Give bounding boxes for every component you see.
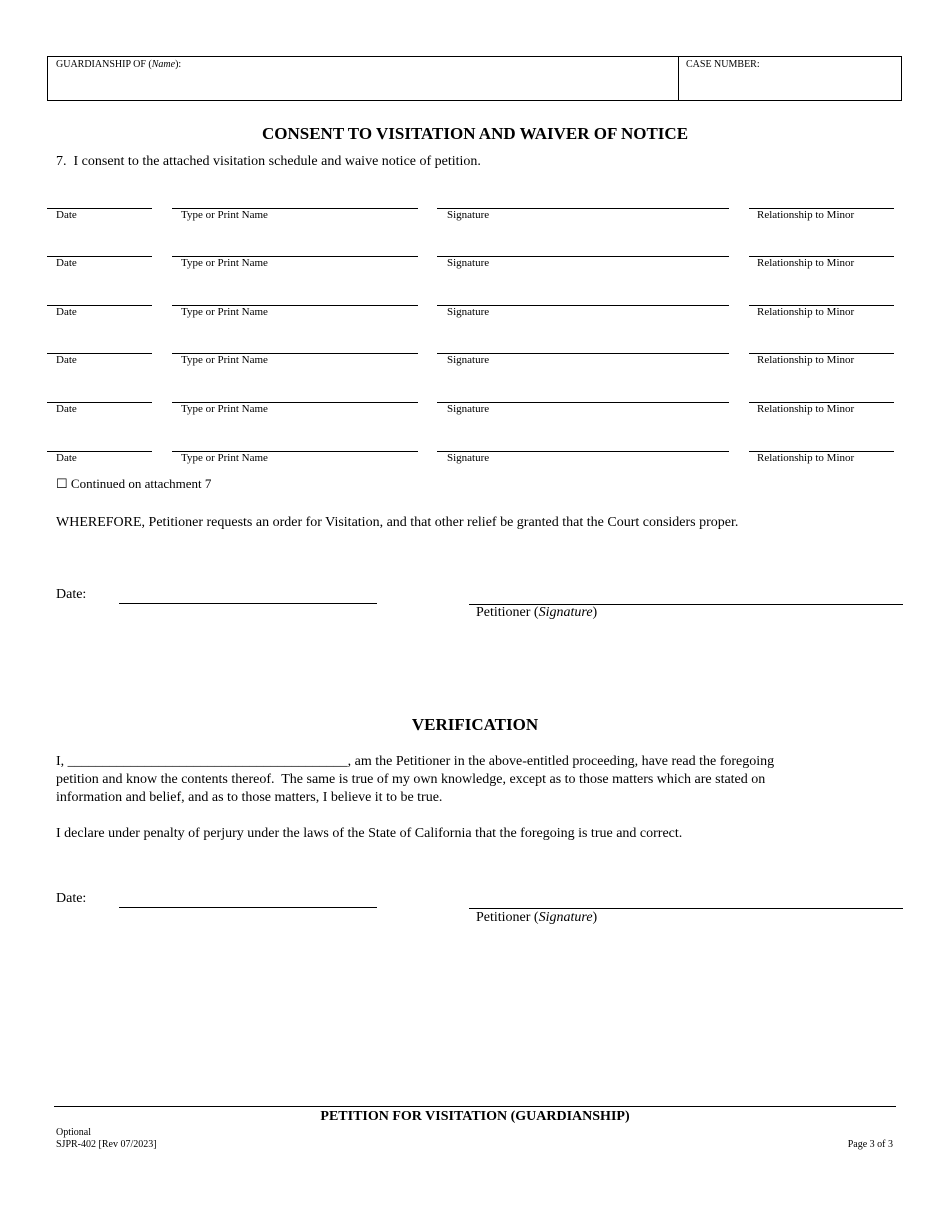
consent-row-3-date-label: Date — [56, 306, 77, 318]
consent-row-1-signature-field[interactable] — [439, 188, 727, 207]
consent-row-6-signature-label: Signature — [447, 452, 490, 464]
consent-row-2-date-field[interactable] — [49, 236, 150, 255]
verification-petitioner-signature-field[interactable] — [470, 888, 900, 908]
verification-date-line — [119, 907, 377, 908]
consent-row-5-relationship-field[interactable] — [751, 382, 892, 401]
consent-item-7: 7. I consent to the attached visitation schedule and waive notice of petition. — [56, 154, 481, 169]
guardianship-label: GUARDIANSHIP OF (Name): — [56, 59, 182, 70]
consent-row-3-print-name-field[interactable] — [174, 285, 416, 304]
verification-petitioner-label: Petitioner (Signature) — [476, 910, 598, 925]
consent-row-4-date-label: Date — [56, 354, 77, 366]
footer-page-number: Page 3 of 3 — [847, 1139, 893, 1150]
consent-row-5-date-field[interactable] — [49, 382, 150, 401]
consent-row-2-signature-field[interactable] — [439, 236, 727, 255]
verification-line-3: information and belief, and as to those matters, I believe it to be true. — [56, 790, 443, 805]
consent-row-2-signature-label: Signature — [447, 257, 490, 269]
perjury-declaration: I declare under penalty of perjury under the laws of the State of California that the foregoing is true and correct. — [56, 826, 683, 841]
consent-row-2-print-name-label: Type or Print Name — [181, 257, 268, 269]
consent-row-4-relationship-label: Relationship to Minor — [757, 354, 855, 366]
consent-row-1-relationship-field[interactable] — [751, 188, 892, 207]
case-number-field[interactable] — [686, 73, 891, 97]
case-number-label: CASE NUMBER: — [686, 59, 760, 70]
wherefore-date-line — [119, 603, 377, 604]
wherefore-date-field[interactable] — [120, 584, 376, 604]
consent-row-6-date-field[interactable] — [49, 431, 150, 450]
consent-row-5-signature-label: Signature — [447, 403, 490, 415]
consent-title: CONSENT TO VISITATION AND WAIVER OF NOTICE — [261, 124, 689, 143]
consent-row-4-print-name-label: Type or Print Name — [181, 354, 268, 366]
wherefore-petitioner-label: Petitioner (Signature) — [476, 605, 598, 620]
consent-row-6-signature-field[interactable] — [439, 431, 727, 450]
consent-row-6-relationship-label: Relationship to Minor — [757, 452, 855, 464]
consent-row-4-relationship-field[interactable] — [751, 333, 892, 352]
consent-row-3-signature-field[interactable] — [439, 285, 727, 304]
consent-row-2-relationship-label: Relationship to Minor — [757, 257, 855, 269]
footer-rule — [54, 1106, 896, 1107]
consent-row-1-date-field[interactable] — [49, 188, 150, 207]
continued-checkbox[interactable]: ☐ — [56, 476, 68, 491]
verification-petitioner-name-field[interactable] — [70, 752, 388, 770]
consent-row-6-date-label: Date — [56, 452, 77, 464]
consent-row-2-print-name-field[interactable] — [174, 236, 416, 255]
continued-attachment — [56, 475, 211, 493]
continued-label: Continued on attachment 7 — [70, 476, 212, 491]
verification-date-field[interactable] — [120, 888, 376, 908]
consent-row-6-relationship-field[interactable] — [751, 431, 892, 450]
consent-row-1-signature-label: Signature — [447, 209, 490, 221]
consent-row-4-signature-label: Signature — [447, 354, 490, 366]
consent-row-3-relationship-label: Relationship to Minor — [757, 306, 855, 318]
wherefore-text: WHEREFORE, Petitioner requests an order for Visitation, and that other relief be granted that the Court considers proper. — [56, 515, 739, 530]
consent-row-2-relationship-field[interactable] — [751, 236, 892, 255]
footer-form-title: PETITION FOR VISITATION (GUARDIANSHIP) — [320, 1109, 630, 1124]
consent-row-4-date-field[interactable] — [49, 333, 150, 352]
consent-row-5-print-name-field[interactable] — [174, 382, 416, 401]
consent-row-5-relationship-label: Relationship to Minor — [757, 403, 855, 415]
verification-date-label: Date: — [56, 891, 87, 906]
guardianship-name-field[interactable] — [56, 73, 666, 97]
consent-row-5-signature-field[interactable] — [439, 382, 727, 401]
consent-row-1-print-name-field[interactable] — [174, 188, 416, 207]
consent-row-6-print-name-field[interactable] — [174, 431, 416, 450]
verification-line-1: I, ________________________________________, am the Petitioner in the above-entitled proceeding, have read the foregoing — [56, 754, 775, 769]
footer-form-id: SJPR-402 [Rev 07/2023] — [56, 1139, 157, 1150]
consent-row-6-print-name-label: Type or Print Name — [181, 452, 268, 464]
consent-row-1-relationship-label: Relationship to Minor — [757, 209, 855, 221]
consent-row-5-print-name-label: Type or Print Name — [181, 403, 268, 415]
footer-optional: Optional — [56, 1127, 91, 1138]
consent-row-4-signature-field[interactable] — [439, 333, 727, 352]
verification-title: VERIFICATION — [411, 715, 539, 734]
consent-row-3-print-name-label: Type or Print Name — [181, 306, 268, 318]
header-divider — [678, 57, 679, 100]
consent-row-4-print-name-field[interactable] — [174, 333, 416, 352]
consent-row-2-date-label: Date — [56, 257, 77, 269]
case-header-box — [47, 56, 902, 101]
consent-row-1-print-name-label: Type or Print Name — [181, 209, 268, 221]
verification-line-2: petition and know the contents thereof. The same is true of my own knowledge, except as to those matters which are stated on — [56, 772, 766, 787]
consent-row-5-date-label: Date — [56, 403, 77, 415]
consent-row-3-date-field[interactable] — [49, 285, 150, 304]
consent-row-1-date-label: Date — [56, 209, 77, 221]
consent-row-3-signature-label: Signature — [447, 306, 490, 318]
consent-row-3-relationship-field[interactable] — [751, 285, 892, 304]
wherefore-petitioner-signature-field[interactable] — [470, 584, 900, 604]
wherefore-date-label: Date: — [56, 587, 87, 602]
